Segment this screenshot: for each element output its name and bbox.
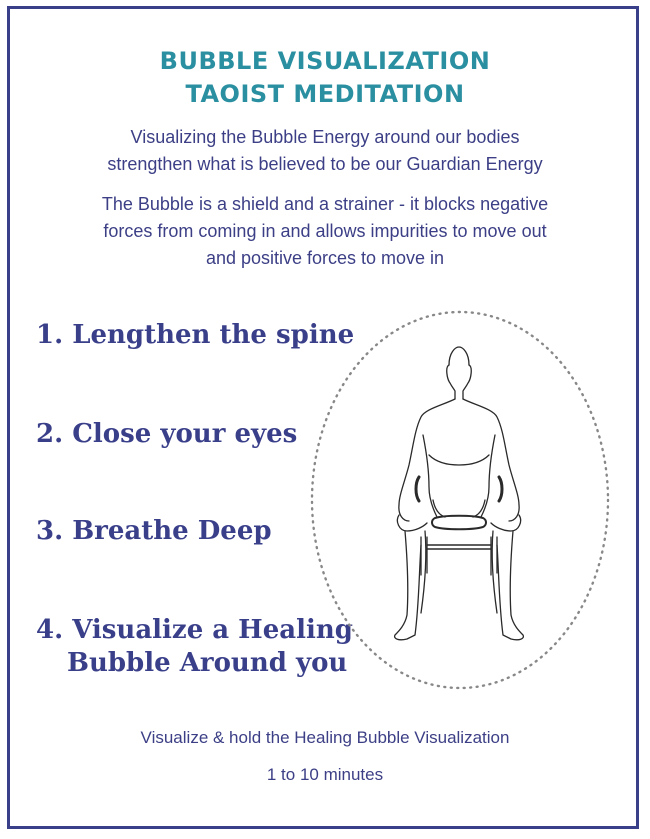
step-4: 4. Visualize a Healing — [36, 615, 353, 645]
intro-line-1: Visualizing the Bubble Energy around our bodies — [130, 127, 520, 147]
meditation-illustration — [295, 305, 625, 700]
title-line-1: BUBBLE VISUALIZATION — [159, 47, 491, 75]
intro-text — [0, 124, 650, 178]
shield-line-3: and positive forces to move in — [205, 248, 445, 268]
intro-line-2: strengthen what is believed to be our Guardian Energy — [107, 154, 543, 174]
step-4-continued: Bubble Around you — [67, 648, 348, 678]
shield-line-2: forces from coming in and allows impurities to move out — [103, 221, 547, 241]
bubble-oval — [312, 312, 608, 688]
shield-line-1: The Bubble is a shield and a strainer - it blocks negative — [101, 194, 549, 214]
step-1: 1. Lengthen the spine — [36, 320, 355, 350]
seated-meditation-figure-icon — [395, 347, 524, 640]
step-3: 3. Breathe Deep — [36, 516, 272, 546]
footer-instruction: Visualize & hold the Healing Bubble Visualization — [140, 728, 510, 747]
step-2: 2. Close your eyes — [36, 419, 298, 449]
footer-duration: 1 to 10 minutes — [266, 765, 384, 784]
shield-text — [0, 191, 650, 272]
title-line-2: TAOIST MEDITATION — [185, 80, 465, 108]
